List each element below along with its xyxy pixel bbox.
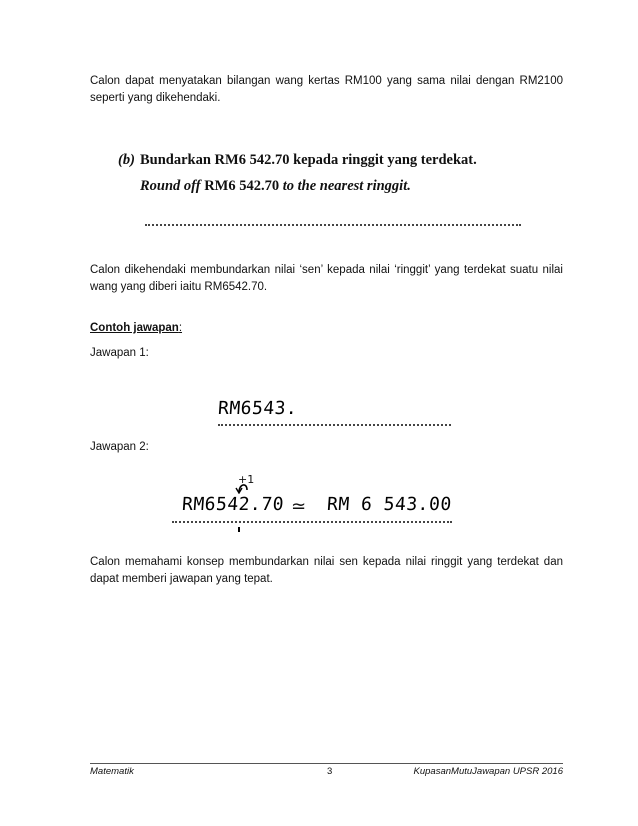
examples-heading-colon: :: [178, 322, 183, 334]
examples-heading-text: Contoh jawapan: [90, 322, 179, 334]
conclusion-paragraph: Calon memahami konsep membundarkan nilai sen kepada nilai ringgit yang terdekat dan dapat memberi jawapan yang tepat.: [90, 556, 563, 585]
question-malay-line: [118, 147, 477, 173]
answer2-label: Jawapan 2:: [90, 441, 149, 453]
footer-document-title: KupasanMutuJawapan UPSR 2016: [413, 766, 563, 777]
exam-question: [118, 147, 477, 199]
digit-underline-mark: [238, 527, 240, 532]
question-label: (b): [118, 152, 135, 168]
footer-subject: Matematik: [90, 766, 134, 777]
question-english-amount: RM6 542.70: [200, 178, 283, 194]
answer1-line: [218, 424, 451, 426]
page-number: 3: [327, 766, 333, 777]
approx-symbol: ≃: [291, 496, 307, 517]
answer2-handwriting-left: RM6542.70: [181, 494, 285, 515]
answer1-label: Jawapan 1:: [90, 347, 149, 359]
question-answer-line: [145, 224, 521, 226]
examples-heading: [90, 322, 182, 334]
task-paragraph: Calon dikehendaki membundarkan nilai ‘sen’ kepada nilai ‘ringgit’ yang terdekat suatu nilai wang yang diberi iaitu RM6542.70.: [90, 264, 563, 293]
carry-mark: +1: [238, 473, 255, 486]
question-english-prefix: Round off: [140, 178, 201, 194]
footer-divider: [90, 763, 563, 764]
carry-arrow-icon: [233, 478, 251, 494]
intro-paragraph: Calon dapat menyatakan bilangan wang kertas RM100 yang sama nilai dengan RM2100 seperti yang dikehendaki.: [90, 75, 563, 104]
question-english-suffix: to the nearest ringgit.: [282, 178, 411, 194]
question-english-line: [118, 173, 477, 199]
answer1-handwriting: RM6543.: [217, 398, 299, 419]
answer2-handwriting-right: RM 6 543.00: [326, 494, 453, 515]
question-malay-text: Bundarkan RM6 542.70 kepada ringgit yang terdekat.: [140, 152, 477, 168]
answer2-line: [172, 521, 452, 523]
